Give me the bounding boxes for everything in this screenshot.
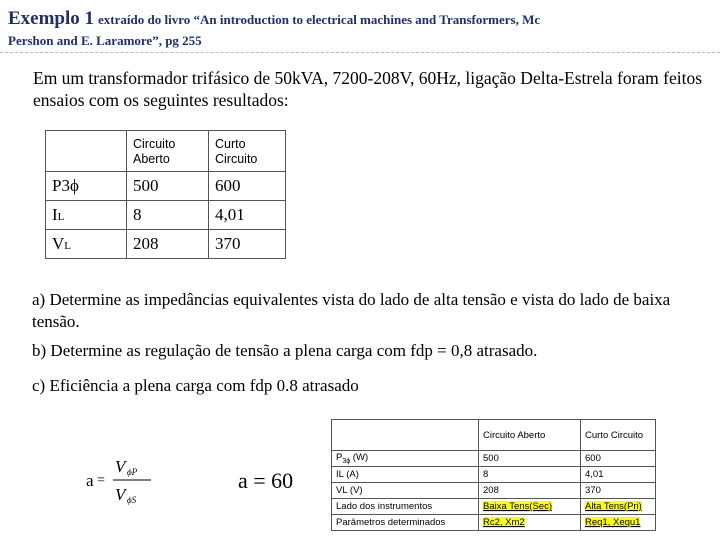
label-sub: L bbox=[57, 211, 65, 223]
row-label-current bbox=[46, 201, 127, 230]
label-text: I bbox=[52, 205, 58, 224]
row-label-parameters: Parâmetros determinados bbox=[332, 515, 479, 531]
title-source: extraído do livro “An introduction to electrical machines and Transformers, Mc bbox=[98, 12, 541, 27]
cell-open: 500 bbox=[479, 451, 581, 467]
row-label-voltage bbox=[46, 230, 127, 259]
formula-denominator-sub: ϕS bbox=[127, 495, 137, 505]
title-source-line2: Pershon and E. Laramore”, pg 255 bbox=[8, 33, 202, 48]
cell-open: 208 bbox=[127, 230, 209, 259]
header-short-circuit: Curto Circuito bbox=[209, 131, 286, 172]
table-header-row bbox=[332, 420, 656, 451]
cell-open bbox=[479, 499, 581, 515]
question-b: b) Determine as regulação de tensão a plena carga com fdp = 0,8 atrasado. bbox=[32, 341, 538, 360]
question-c: c) Eficiência a plena carga com fdp 0.8 atrasado bbox=[32, 376, 359, 395]
table-row bbox=[332, 499, 656, 515]
cell-open: 8 bbox=[479, 467, 581, 483]
title-divider bbox=[0, 52, 720, 53]
formula-denominator: V bbox=[115, 485, 126, 504]
cell-short bbox=[581, 515, 656, 531]
header-open-circuit: Circuito Aberto bbox=[127, 131, 209, 172]
cell-short bbox=[581, 499, 656, 515]
formula-numerator-sub: ϕP bbox=[127, 467, 138, 477]
label-text: P3 bbox=[52, 176, 70, 195]
header-cell-empty bbox=[46, 131, 127, 172]
cell-open: 208 bbox=[479, 483, 581, 499]
label-text: V bbox=[52, 234, 65, 253]
table-row bbox=[332, 451, 656, 467]
intro-text: Em um transformador trifásico de 50kVA, 7200-208V, 60Hz, ligação Delta-Estrela foram feitos ensaios com os seguintes resultados: bbox=[33, 68, 703, 110]
table-row bbox=[332, 467, 656, 483]
cell-short: 600 bbox=[581, 451, 656, 467]
header-cell-empty bbox=[332, 420, 479, 451]
row-label-voltage: VL (V) bbox=[332, 483, 479, 499]
cell-short: 4,01 bbox=[209, 201, 286, 230]
table-row bbox=[332, 483, 656, 499]
highlighted-open-side: Baixa Tens(Sec) bbox=[483, 501, 552, 512]
title-main: Exemplo 1 bbox=[8, 8, 95, 29]
label-sub: 3ϕ bbox=[342, 457, 351, 465]
cell-short: 4,01 bbox=[581, 467, 656, 483]
cell-short: 370 bbox=[581, 483, 656, 499]
table-header-row bbox=[46, 131, 286, 172]
row-label-instrument-side: Lado dos instrumentos bbox=[332, 499, 479, 515]
formula-equals: = bbox=[97, 473, 105, 488]
table-row bbox=[332, 515, 656, 531]
turns-ratio-value: a = 60 bbox=[238, 468, 294, 493]
slide-title bbox=[8, 8, 540, 30]
label-sub: ϕ bbox=[69, 176, 79, 195]
question-a: a) Determine as impedâncias equivalentes vista do lado de alta tensão e vista do lado de baixa tensão. bbox=[32, 290, 671, 331]
cell-short: 370 bbox=[209, 230, 286, 259]
header-short-circuit: Curto Circuito bbox=[581, 420, 656, 451]
formula-numerator: V bbox=[115, 457, 126, 476]
table-row bbox=[46, 172, 286, 201]
highlighted-short-side: Alta Tens(Pri) bbox=[585, 501, 642, 512]
cell-short: 600 bbox=[209, 172, 286, 201]
highlighted-short-params: Req1, Xequ1 bbox=[585, 517, 641, 528]
row-label-power bbox=[332, 451, 479, 467]
label-tail: (W) bbox=[350, 452, 369, 464]
label-sub: L bbox=[64, 240, 72, 252]
test-results-table bbox=[45, 130, 286, 259]
header-open-circuit: Circuito Aberto bbox=[479, 420, 581, 451]
label-text: P bbox=[336, 452, 343, 464]
highlighted-open-params: Rc2, Xm2 bbox=[483, 517, 525, 528]
cell-open: 8 bbox=[127, 201, 209, 230]
table-row bbox=[46, 230, 286, 259]
row-label-power bbox=[46, 172, 127, 201]
row-label-current: IL (A) bbox=[332, 467, 479, 483]
formula-lhs: a bbox=[86, 471, 94, 490]
turns-ratio-formula bbox=[85, 454, 155, 510]
test-summary-table bbox=[331, 419, 656, 531]
table-row bbox=[46, 201, 286, 230]
cell-open: 500 bbox=[127, 172, 209, 201]
cell-open bbox=[479, 515, 581, 531]
